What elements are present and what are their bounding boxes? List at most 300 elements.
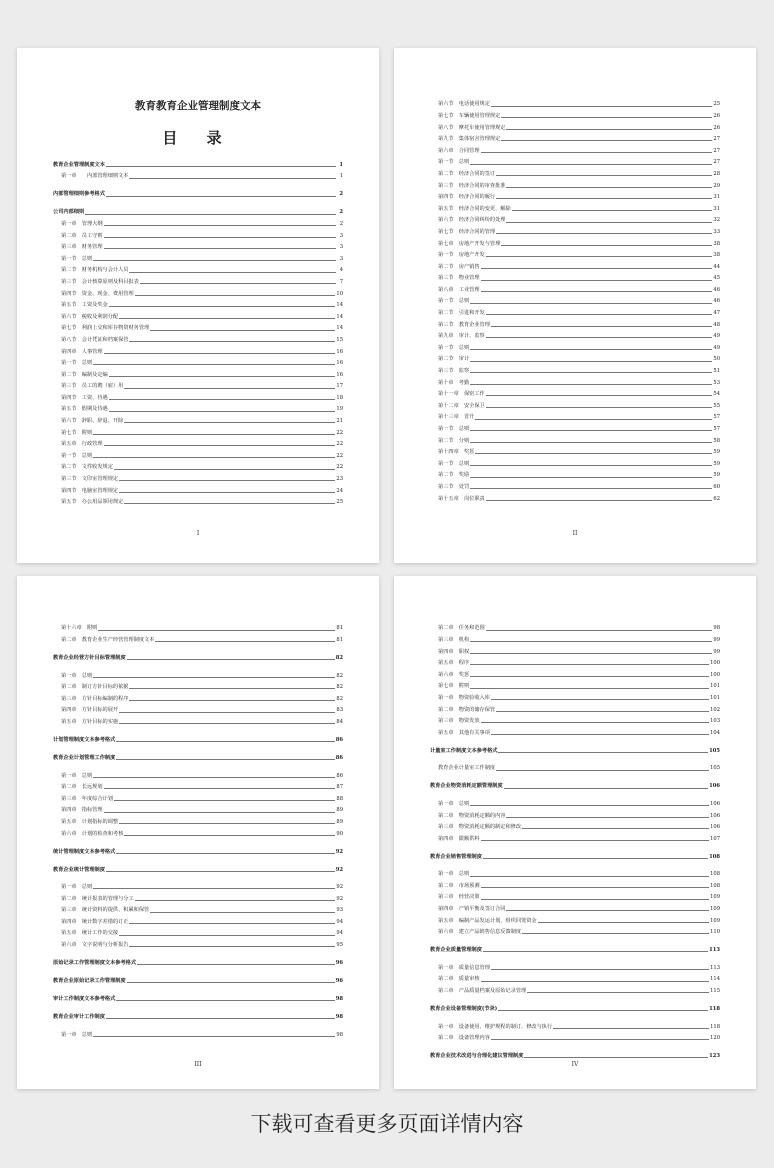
toc-entry[interactable]: [430, 830, 720, 842]
leader-dots: [98, 630, 335, 631]
toc-entry-page: 84: [336, 718, 343, 725]
toc-entry-page: 31: [713, 194, 720, 201]
leader-dots: [106, 1018, 335, 1019]
toc-entry[interactable]: [53, 250, 343, 262]
toc-entry[interactable]: [430, 959, 720, 971]
toc-entry-title: 教育企业统计管理制度: [53, 866, 105, 873]
toc-entry[interactable]: [430, 96, 720, 108]
toc-entry[interactable]: [430, 432, 720, 444]
toc-entry-page: 16: [336, 371, 343, 378]
toc-entry-page: 16: [336, 360, 343, 367]
leader-dots: [85, 214, 336, 215]
toc-entry-page: 53: [713, 379, 720, 386]
toc-entry-title: 第一章 总则: [61, 672, 93, 679]
leader-dots: [104, 353, 336, 354]
toc-entry-title: 第二章 制订方针目标的依据: [61, 684, 129, 691]
leader-dots: [486, 500, 713, 501]
toc-entry[interactable]: [53, 679, 343, 691]
leader-dots: [119, 723, 335, 724]
toc-entry[interactable]: [430, 282, 720, 294]
leader-dots: [129, 946, 335, 947]
toc-entry-title: 第二章 质量审核: [438, 976, 480, 983]
toc-entry-title: 第一章 物资验收入库: [438, 694, 490, 701]
toc-entry[interactable]: [430, 796, 720, 808]
toc-entry[interactable]: [53, 285, 343, 297]
toc-entry[interactable]: [430, 819, 720, 831]
toc-entry[interactable]: [430, 258, 720, 270]
toc-entry[interactable]: [53, 239, 343, 251]
toc-entry-page: 89: [336, 818, 343, 825]
toc-entry[interactable]: [430, 490, 720, 502]
toc-entry-page: 92: [336, 895, 343, 902]
leader-dots: [93, 1036, 335, 1037]
toc-entry-title: 第七章 附则: [438, 683, 470, 690]
toc-entry[interactable]: [53, 424, 343, 436]
leader-dots: [481, 152, 713, 153]
toc-entry[interactable]: [430, 878, 720, 890]
toc-entry-title: 第一节 总则: [61, 360, 93, 367]
toc-entry-title: 第二章 物资的储存保管: [438, 706, 496, 713]
toc-entry[interactable]: [430, 713, 720, 725]
toc-entry[interactable]: [53, 802, 343, 814]
toc-entry-page: 21: [336, 418, 343, 425]
leader-dots: [496, 198, 712, 199]
toc-entry[interactable]: [53, 731, 343, 743]
toc-entry-title: 教育企业质量管理制度: [430, 947, 482, 954]
toc-entry-page: 23: [336, 476, 343, 483]
toc-list: [53, 620, 343, 1038]
toc-entry[interactable]: [430, 212, 720, 224]
leader-dots: [93, 434, 335, 435]
toc-entry[interactable]: [53, 749, 343, 761]
toc-entry[interactable]: [53, 925, 343, 937]
toc-entry-page: 55: [713, 402, 720, 409]
toc-entry-title: 第一章 总则: [438, 800, 470, 807]
toc-entry-page: 47: [713, 310, 720, 317]
toc-entry[interactable]: [430, 386, 720, 398]
toc-entry[interactable]: [53, 825, 343, 837]
leader-dots: [106, 196, 336, 197]
toc-entry[interactable]: [430, 444, 720, 456]
toc-entry-title: 第二章 市场预测: [438, 882, 480, 889]
toc-entry-title: 第二章 统计报表的管理与分工: [61, 895, 134, 902]
toc-entry[interactable]: [53, 954, 343, 966]
leader-dots: [496, 711, 709, 712]
toc-entry-page: 49: [713, 333, 720, 340]
leader-dots: [486, 407, 713, 408]
toc-entry[interactable]: [53, 168, 343, 180]
page-number: IV: [571, 1061, 579, 1068]
toc-entry-page: 89: [336, 807, 343, 814]
toc-entry-page: 123: [709, 1053, 720, 1060]
leader-dots: [470, 372, 712, 373]
leader-dots: [470, 349, 712, 350]
leader-dots: [470, 664, 709, 665]
leader-dots: [553, 1028, 709, 1029]
toc-entry-page: 50: [713, 356, 720, 363]
leader-dots: [524, 1057, 708, 1058]
toc-entry-title: 第二章 教育企业生产经营管理制度文本: [61, 636, 155, 643]
toc-entry[interactable]: [430, 971, 720, 983]
toc-entry[interactable]: [53, 1008, 343, 1020]
toc-entry[interactable]: [53, 1026, 343, 1038]
leader-dots: [481, 291, 713, 292]
toc-entry-title: 第五章 其他有关事项: [438, 729, 490, 736]
toc-entry[interactable]: [53, 436, 343, 448]
toc-entry[interactable]: [430, 666, 720, 678]
toc-entry[interactable]: [53, 494, 343, 506]
toc-entry[interactable]: [430, 479, 720, 491]
toc-entry-title: 第十章 考勤: [438, 379, 470, 386]
leader-dots: [538, 922, 710, 923]
toc-entry-page: 51: [713, 368, 720, 375]
toc-list: [430, 96, 720, 502]
toc-entry-page: 59: [713, 472, 720, 479]
toc-entry-page: 109: [710, 917, 720, 924]
toc-entry[interactable]: [53, 471, 343, 483]
leader-dots: [486, 314, 713, 315]
leader-dots: [470, 442, 712, 443]
toc-entry[interactable]: [53, 914, 343, 926]
toc-heading: 目 录: [162, 129, 234, 147]
toc-entry-page: 18: [336, 394, 343, 401]
leader-dots: [109, 376, 336, 377]
toc-entry[interactable]: [53, 861, 343, 873]
toc-entry-title: 第一节 总则: [61, 255, 93, 262]
leader-dots: [116, 741, 335, 742]
page-number: II: [572, 530, 578, 537]
toc-entry-title: 第一章 管理大纲: [61, 220, 103, 227]
toc-entry[interactable]: [430, 467, 720, 479]
toc-entry[interactable]: [430, 807, 720, 819]
toc-entry[interactable]: [430, 363, 720, 375]
toc-entry[interactable]: [53, 667, 343, 679]
toc-entry-title: 第四章 职权: [438, 648, 470, 655]
toc-entry-title: 第四章 产销平衡及签订合同: [438, 906, 506, 913]
document-title: 教育教育企业管理制度文本: [135, 100, 261, 112]
toc-entry-page: 3: [339, 244, 343, 251]
toc-entry-page: 108: [709, 853, 720, 860]
leader-dots: [140, 283, 336, 284]
toc-entry[interactable]: [430, 293, 720, 305]
toc-entry-title: 第二节 奖励: [438, 472, 470, 479]
toc-entry[interactable]: [53, 390, 343, 402]
leader-dots: [127, 659, 335, 660]
toc-entry-title: 第二章 设备管理内容: [438, 1035, 490, 1042]
toc-entry[interactable]: [430, 131, 720, 143]
toc-entry-page: 49: [713, 344, 720, 351]
toc-entry-page: 32: [713, 217, 720, 224]
toc-entry[interactable]: [53, 937, 343, 949]
toc-entry-title: 第二节 经济合同的签订: [438, 170, 496, 177]
toc-entry[interactable]: [430, 889, 720, 901]
toc-entry[interactable]: [53, 355, 343, 367]
toc-entry-title: 第四章 限额供料: [438, 835, 480, 842]
toc-entry[interactable]: [430, 305, 720, 317]
toc-entry-page: 103: [710, 718, 720, 725]
toc-entry-page: 38: [713, 240, 720, 247]
toc-entry-page: 100: [710, 671, 720, 678]
toc-entry[interactable]: [53, 227, 343, 239]
toc-entry[interactable]: [53, 401, 343, 413]
toc-entry[interactable]: [430, 678, 720, 690]
toc-entry[interactable]: [53, 779, 343, 791]
toc-entry[interactable]: [430, 119, 720, 131]
leader-dots: [119, 480, 335, 481]
leader-dots: [491, 734, 709, 735]
toc-entry[interactable]: [53, 274, 343, 286]
toc-entry-title: 第十二章 安全保卫: [438, 402, 485, 409]
toc-entry[interactable]: [430, 848, 720, 860]
toc-entry-title: 第十三章 晋升: [438, 414, 475, 421]
toc-entry[interactable]: [53, 990, 343, 1002]
toc-entry-page: 29: [713, 182, 720, 189]
toc-entry[interactable]: [430, 247, 720, 259]
toc-entry[interactable]: [430, 724, 720, 736]
toc-entry[interactable]: [430, 1030, 720, 1042]
leader-dots: [470, 876, 709, 877]
toc-entry[interactable]: [53, 649, 343, 661]
toc-entry[interactable]: [53, 447, 343, 459]
toc-entry[interactable]: [430, 270, 720, 282]
toc-entry-title: 第十一章 保密工作: [438, 391, 485, 398]
toc-entry[interactable]: [430, 142, 720, 154]
toc-entry[interactable]: [430, 1000, 720, 1012]
toc-entry-title: 第三节 文印室管理规定: [61, 476, 119, 483]
toc-entry[interactable]: [53, 814, 343, 826]
leader-dots: [512, 210, 713, 211]
leader-dots: [506, 817, 709, 818]
toc-entry[interactable]: [430, 455, 720, 467]
leader-dots: [93, 777, 335, 778]
toc-entry-title: 第一节 总则: [438, 460, 470, 467]
toc-entry-title: 第七节 附则: [61, 429, 93, 436]
toc-entry[interactable]: [430, 901, 720, 913]
toc-entry-page: 22: [336, 441, 343, 448]
toc-entry[interactable]: [430, 742, 720, 754]
leader-dots: [506, 222, 712, 223]
toc-entry[interactable]: [430, 177, 720, 189]
leader-dots: [124, 388, 335, 389]
leader-dots: [135, 900, 336, 901]
toc-entry-page: 27: [713, 159, 720, 166]
toc-entry[interactable]: [430, 632, 720, 644]
toc-entry-page: 106: [710, 800, 720, 807]
toc-entry[interactable]: [430, 701, 720, 713]
leader-dots: [491, 326, 713, 327]
toc-entry-title: 第一章 质量信息管理: [438, 964, 490, 971]
leader-dots: [481, 887, 710, 888]
toc-entry[interactable]: [53, 767, 343, 779]
toc-entry-title: 第九章 审计、监察: [438, 333, 485, 340]
leader-dots: [470, 688, 709, 689]
toc-entry-page: 81: [336, 625, 343, 632]
toc-entry[interactable]: [53, 156, 343, 168]
leader-dots: [527, 992, 709, 993]
toc-entry[interactable]: [430, 620, 720, 632]
toc-entry[interactable]: [430, 655, 720, 667]
leader-dots: [491, 969, 709, 970]
toc-entry-title: 第八节 会计凭证和档案保管: [61, 336, 129, 343]
toc-entry[interactable]: [53, 879, 343, 891]
toc-entry[interactable]: [430, 166, 720, 178]
leader-dots: [475, 453, 712, 454]
leader-dots: [501, 245, 712, 246]
toc-entry[interactable]: [53, 620, 343, 632]
toc-entry[interactable]: [430, 339, 720, 351]
toc-entry[interactable]: [53, 216, 343, 228]
toc-entry-title: 第二节 编制及定编: [61, 371, 108, 378]
leader-dots: [483, 858, 708, 859]
toc-entry-page: 96: [335, 960, 343, 967]
toc-entry-title: 第二节 分则: [438, 437, 470, 444]
toc-entry-page: 14: [336, 325, 343, 332]
toc-entry-title: 第一节 总则: [438, 159, 470, 166]
toc-entry[interactable]: [53, 366, 343, 378]
leader-dots: [109, 399, 336, 400]
toc-entry-title: 第二章 任务和范围: [438, 625, 485, 632]
toc-entry[interactable]: [430, 778, 720, 790]
toc-entry-page: 45: [713, 275, 720, 282]
toc-entry-page: 62: [713, 495, 720, 502]
leader-dots: [104, 248, 336, 249]
toc-entry-title: 第六节 电话使用规定: [438, 101, 490, 108]
toc-entry[interactable]: [53, 972, 343, 984]
toc-entry[interactable]: [53, 690, 343, 702]
toc-entry[interactable]: [53, 482, 343, 494]
toc-entry-title: 第六节 经济合同纠纷的处理: [438, 217, 506, 224]
toc-entry-page: 106: [709, 783, 720, 790]
toc-entry[interactable]: [430, 690, 720, 702]
leader-dots: [486, 256, 713, 257]
toc-entry-title: 第四节 经济合同的履行: [438, 194, 496, 201]
toc-entry-title: 教育企业销售管理制度: [430, 853, 482, 860]
toc-entry[interactable]: [53, 204, 343, 216]
toc-entry-page: 3: [339, 255, 343, 262]
leader-dots: [475, 419, 712, 420]
toc-entry[interactable]: [53, 632, 343, 644]
toc-entry[interactable]: [430, 397, 720, 409]
toc-entry-page: 10: [336, 290, 343, 297]
toc-entry[interactable]: [430, 189, 720, 201]
toc-entry[interactable]: [430, 235, 720, 247]
toc-entry[interactable]: [430, 760, 720, 772]
toc-entry-page: 82: [336, 695, 343, 702]
leader-dots: [150, 330, 335, 331]
toc-entry[interactable]: [430, 351, 720, 363]
toc-entry[interactable]: [430, 912, 720, 924]
toc-entry-page: 105: [710, 765, 720, 772]
toc-entry-title: 教育企业审计工作制度: [53, 1014, 105, 1021]
leader-dots: [93, 677, 335, 678]
leader-dots: [506, 910, 709, 911]
leader-dots: [119, 492, 335, 493]
toc-entry-title: 第五章 方针目标的实施: [61, 718, 119, 725]
toc-entry[interactable]: [53, 459, 343, 471]
toc-entry-title: 原始记录工作管理制度文本参考格式: [53, 960, 137, 967]
toc-entry-page: 27: [713, 147, 720, 154]
leader-dots: [116, 853, 335, 854]
toc-entry[interactable]: [430, 154, 720, 166]
toc-entry[interactable]: [430, 643, 720, 655]
leader-dots: [470, 653, 712, 654]
toc-entry[interactable]: [53, 413, 343, 425]
toc-entry-title: 第一章 设备使用、维护规程的制订、修改与执行: [438, 1023, 553, 1030]
leader-dots: [470, 488, 712, 489]
toc-entry[interactable]: [430, 1018, 720, 1030]
toc-entry-page: 100: [710, 660, 720, 667]
leader-dots: [470, 477, 712, 478]
toc-entry-page: 113: [709, 947, 720, 954]
toc-entry[interactable]: [430, 421, 720, 433]
toc-entry[interactable]: [430, 409, 720, 421]
toc-entry[interactable]: [53, 343, 343, 355]
toc-entry-page: 14: [336, 302, 343, 309]
toc-entry-page: 16: [336, 348, 343, 355]
toc-entry-page: 33: [713, 228, 720, 235]
leader-dots: [124, 835, 335, 836]
toc-entry-title: 第六节 辞职、辞退、开除: [61, 418, 124, 425]
toc-entry-title: 第八节 摩托车使用管理规定: [438, 124, 506, 131]
toc-entry-title: 第四节 电脑室管理规定: [61, 487, 119, 494]
toc-entry-page: 118: [710, 1023, 720, 1030]
leader-dots: [481, 840, 710, 841]
toc-entry[interactable]: [53, 332, 343, 344]
page-number: I: [196, 530, 200, 537]
leader-dots: [124, 422, 335, 423]
leader-dots: [501, 140, 712, 141]
toc-entry-page: 98: [713, 625, 720, 632]
toc-entry[interactable]: [53, 320, 343, 332]
toc-entry[interactable]: [430, 924, 720, 936]
toc-entry[interactable]: [53, 843, 343, 855]
toc-entry[interactable]: [53, 186, 343, 198]
toc-entry[interactable]: [53, 890, 343, 902]
toc-entry-title: 第三节 会计核算原则及科目报表: [61, 278, 139, 285]
toc-entry[interactable]: [53, 297, 343, 309]
leader-dots: [522, 933, 709, 934]
toc-entry[interactable]: [430, 983, 720, 995]
leader-dots: [498, 1010, 708, 1011]
toc-entry[interactable]: [430, 316, 720, 328]
toc-entry[interactable]: [53, 378, 343, 390]
toc-entry[interactable]: [53, 262, 343, 274]
toc-entry-page: 110: [710, 929, 720, 936]
toc-entry[interactable]: [430, 200, 720, 212]
toc-entry-title: 第三章 财务管理: [61, 244, 103, 251]
toc-entry[interactable]: [53, 702, 343, 714]
toc-entry-title: 教育企业计划管理工作制度: [53, 754, 116, 761]
toc-entry[interactable]: [53, 902, 343, 914]
toc-entry[interactable]: [430, 224, 720, 236]
leader-dots: [481, 899, 710, 900]
toc-entry[interactable]: [53, 308, 343, 320]
toc-entry[interactable]: [53, 714, 343, 726]
toc-entry[interactable]: [53, 790, 343, 802]
toc-entry[interactable]: [430, 328, 720, 340]
toc-entry-title: 第二节 引进和开发: [438, 310, 485, 317]
toc-entry[interactable]: [430, 374, 720, 386]
toc-entry-title: 教育企业计量室工作制度: [438, 765, 496, 772]
toc-entry-page: 83: [336, 707, 343, 714]
leader-dots: [496, 770, 709, 771]
toc-entry[interactable]: [430, 866, 720, 878]
leader-dots: [116, 759, 335, 760]
toc-entry[interactable]: [430, 108, 720, 120]
toc-entry[interactable]: [430, 1047, 720, 1059]
toc-entry[interactable]: [430, 941, 720, 953]
leader-dots: [119, 712, 335, 713]
